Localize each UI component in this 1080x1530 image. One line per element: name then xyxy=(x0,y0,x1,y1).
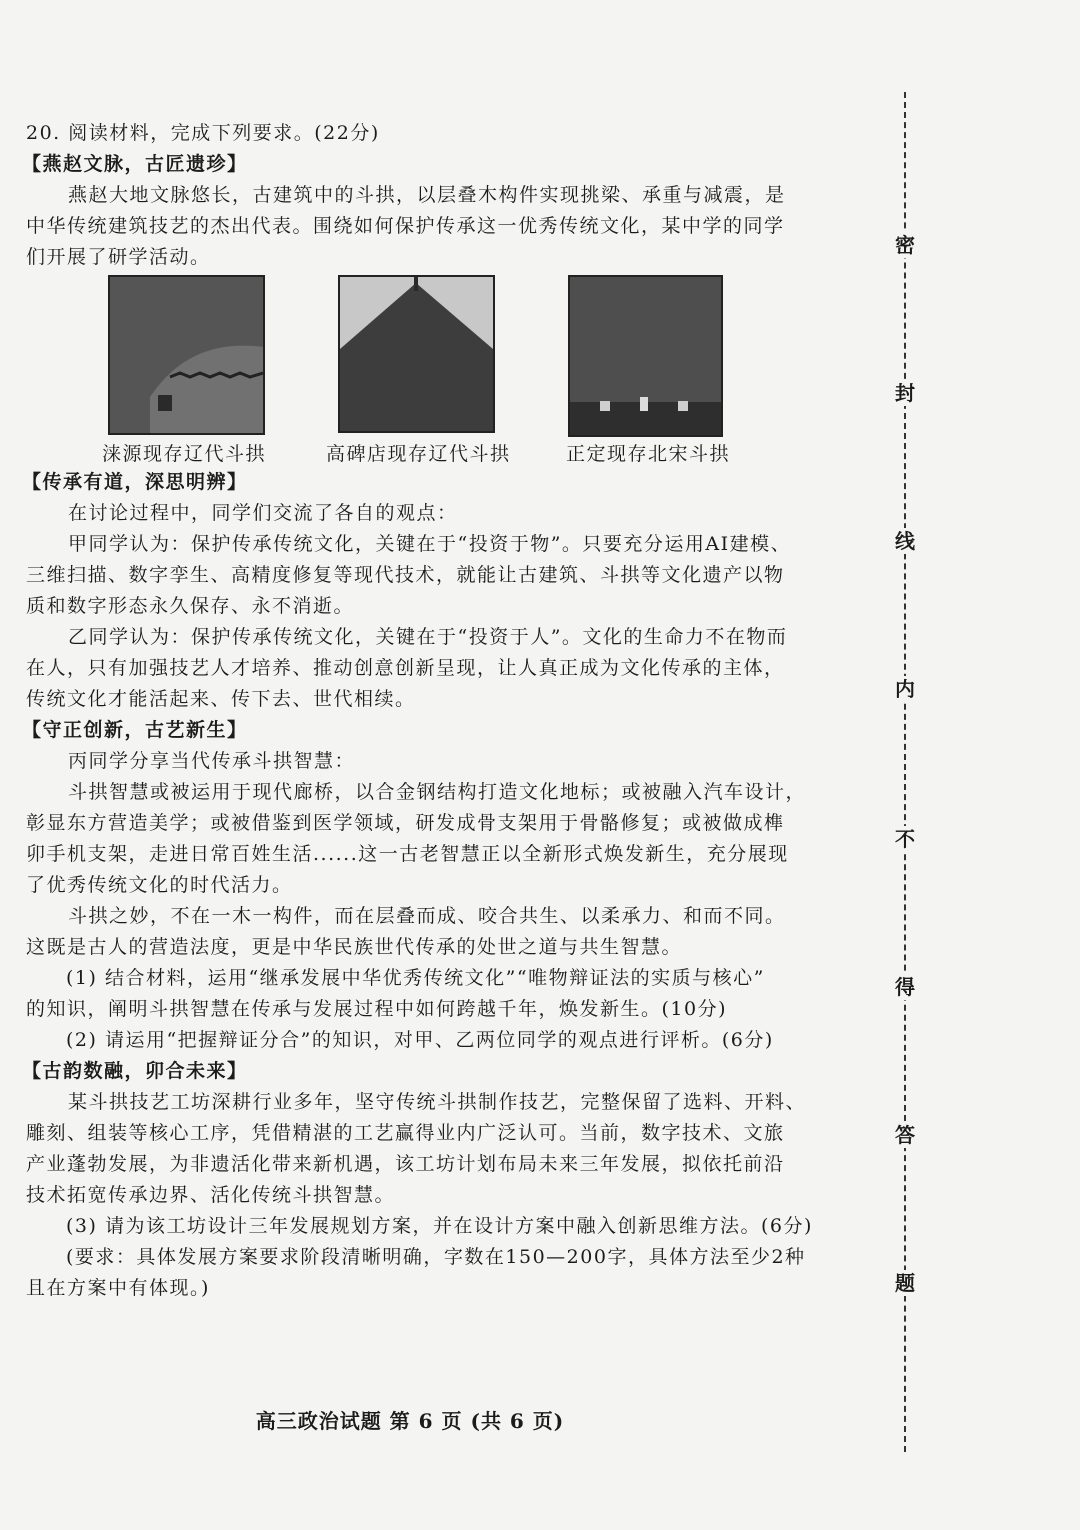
seal-char: 不 xyxy=(892,826,918,852)
dougong-photo xyxy=(108,275,265,435)
paragraph-line: 在讨论过程中，同学们交流了各自的观点： xyxy=(68,502,458,524)
dougong-photo xyxy=(568,275,723,437)
paragraph-line: 三维扫描、数字孪生、高精度修复等现代技术，就能让古建筑、斗拱等文化遗产以物 xyxy=(26,564,785,586)
section-heading-3: 【守正创新，古艺新生】 xyxy=(22,719,248,741)
section-heading-2: 【传承有道，深思明辨】 xyxy=(22,471,248,493)
seal-char: 题 xyxy=(892,1270,918,1296)
paragraph-line: 某斗拱技艺工坊深耕行业多年，坚守传统斗拱制作技艺，完整保留了选料、开料、 xyxy=(68,1091,807,1113)
question-title: 20. 阅读材料，完成下列要求。(22分) xyxy=(26,122,380,144)
page-footer: 高三政治试题 第 6 页 (共 6 页) xyxy=(255,1409,565,1433)
dougong-photo xyxy=(338,275,495,433)
paragraph-line: 们开展了研学活动。 xyxy=(26,246,211,268)
paragraph-line: 雕刻、组装等核心工序，凭借精湛的工艺赢得业内广泛认可。当前，数字技术、文旅 xyxy=(26,1122,785,1144)
figure-gaobeidian xyxy=(326,275,511,465)
figure-laiyuan xyxy=(102,275,267,465)
paragraph-line: 甲同学认为：保护传承传统文化，关键在于“投资于物”。只要充分运用AI建模、 xyxy=(68,533,792,555)
question-content xyxy=(22,118,816,1304)
seal-char: 内 xyxy=(892,676,918,702)
sub-question-2: (2) 请运用“把握辩证分合”的知识，对甲、乙两位同学的观点进行评析。(6分) xyxy=(66,1029,774,1051)
sub-question-1: (1) 结合材料，运用“继承发展中华优秀传统文化”“唯物辩证法的实质与核心” xyxy=(66,967,765,989)
figure-caption: 正定现存北宋斗拱 xyxy=(566,443,731,465)
figure-row xyxy=(26,275,816,467)
paragraph-line: 乙同学认为：保护传承传统文化，关键在于“投资于人”。文化的生命力不在物而 xyxy=(68,626,788,648)
seal-char: 封 xyxy=(892,380,918,406)
seal-char: 答 xyxy=(892,1122,918,1148)
paragraph-line: 这既是古人的营造法度，更是中华民族世代传承的处世之道与共生智慧。 xyxy=(26,936,683,958)
paragraph-line: 丙同学分享当代传承斗拱智慧： xyxy=(68,750,356,772)
figure-caption: 涞源现存辽代斗拱 xyxy=(102,443,267,465)
seal-char: 得 xyxy=(892,974,918,1000)
paragraph-line: 技术拓宽传承边界、活化传统斗拱智慧。 xyxy=(26,1184,396,1206)
sub-question-3: (3) 请为该工坊设计三年发展规划方案，并在设计方案中融入创新思维方法。(6分) xyxy=(66,1215,813,1237)
seal-char: 线 xyxy=(892,528,918,554)
requirement-line: 且在方案中有体现。) xyxy=(26,1277,210,1299)
figure-caption: 高碑店现存辽代斗拱 xyxy=(326,443,511,465)
seal-dashed-line xyxy=(904,92,908,1452)
section-heading-4: 【古韵数融，卯合未来】 xyxy=(22,1060,248,1082)
paragraph-line: 燕赵大地文脉悠长，古建筑中的斗拱，以层叠木构件实现挑梁、承重与减震，是 xyxy=(68,184,786,206)
figure-zhengding xyxy=(566,275,731,465)
requirement-line: (要求：具体发展方案要求阶段清晰明确，字数在150—200字，具体方法至少2种 xyxy=(66,1246,806,1268)
seal-char: 密 xyxy=(892,232,918,258)
paragraph-line: 了优秀传统文化的时代活力。 xyxy=(26,874,293,896)
paragraph-line: 彰显东方营造美学；或被借鉴到医学领域，研发成骨支架用于骨骼修复；或被做成榫 xyxy=(26,812,785,834)
paragraph-line: 中华传统建筑技艺的杰出代表。围绕如何保护传承这一优秀传统文化，某中学的同学 xyxy=(26,215,785,237)
paragraph-line: 在人，只有加强技艺人才培养、推动创意创新呈现，让人真正成为文化传承的主体， xyxy=(26,657,785,679)
paragraph-line: 传统文化才能活起来、传下去、世代相续。 xyxy=(26,688,416,710)
sub-question-1-cont: 的知识，阐明斗拱智慧在传承与发展过程中如何跨越千年，焕发新生。(10分) xyxy=(26,998,728,1020)
paragraph-line: 质和数字形态永久保存、永不消逝。 xyxy=(26,595,355,617)
section-heading-1: 【燕赵文脉，古匠遗珍】 xyxy=(22,153,248,175)
paragraph-line: 斗拱之妙，不在一木一构件，而在层叠而成、咬合共生、以柔承力、和而不同。 xyxy=(68,905,786,927)
paragraph-line: 斗拱智慧或被运用于现代廊桥，以合金钢结构打造文化地标；或被融入汽车设计， xyxy=(68,781,807,803)
paragraph-line: 卯手机支架，走进日常百姓生活......这一古老智慧正以全新形式焕发新生，充分展现 xyxy=(26,843,789,865)
paragraph-line: 产业蓬勃发展，为非遗活化带来新机遇，该工坊计划布局未来三年发展，拟依托前沿 xyxy=(26,1153,785,1175)
